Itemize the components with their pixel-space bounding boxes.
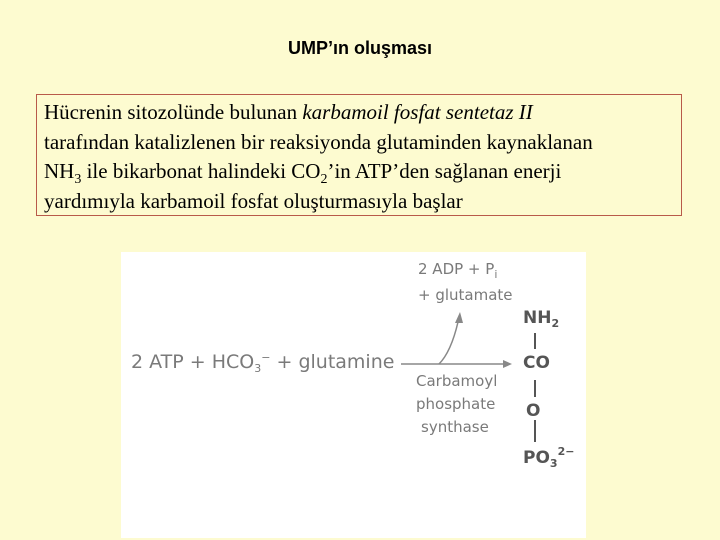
product-o: O (526, 401, 541, 421)
intro-line-3 (44, 157, 681, 187)
intro-line-3-sub2: 2 (320, 172, 328, 187)
byproduct-curved-arrow (439, 322, 458, 364)
intro-line-2: tarafından katalizlenen bir reaksiyonda glutaminden kaynaklanan (44, 129, 593, 154)
product-nh2 (523, 308, 559, 328)
substrates (131, 351, 394, 373)
substrates-hco-sub: 3 (254, 362, 262, 375)
substrates-glutamine: + glutamine (270, 351, 395, 373)
intro-line-4: yardımıyla karbamoil fosfat oluşturmasıyla başlar (44, 188, 463, 213)
byproducts-pi-sub: i (494, 268, 498, 281)
intro-line-3-b: ile bikarbonat halindeki CO (81, 159, 321, 183)
product-po-sub: 3 (549, 457, 558, 470)
enzyme-line-3: synthase (421, 418, 489, 436)
product-co: CO (523, 353, 550, 373)
reaction-arrowhead (503, 360, 512, 368)
byproduct-arrowhead (455, 312, 463, 323)
intro-line-1 (44, 98, 681, 128)
product-po3 (523, 445, 575, 470)
enzyme-name-italic: karbamoil fosfat sentetaz II (302, 100, 533, 124)
intro-text-box (36, 94, 682, 216)
product-nh-text: NH (523, 308, 552, 328)
byproducts-adp-pi: 2 ADP + P (418, 260, 495, 278)
byproducts-line-2: + glutamate (418, 286, 513, 304)
enzyme-line-1: Carbamoyl (416, 372, 498, 390)
reaction-diagram (121, 252, 586, 538)
intro-line-3-c: ’in ATP’den sağlanan enerji (327, 159, 562, 183)
product-nh-sub: 2 (551, 317, 560, 330)
intro-line-1-text: Hücrenin sitozolünde bulunan (44, 100, 303, 124)
enzyme-line-2: phosphate (416, 395, 496, 413)
substrates-hco-sup: − (261, 351, 271, 364)
substrates-atp-hco: 2 ATP + HCO (131, 351, 255, 373)
product-po-sup: 2− (557, 445, 575, 458)
product-po-text: PO (523, 448, 550, 468)
byproducts-line-1 (418, 260, 498, 281)
intro-line-3-a: NH (44, 159, 75, 183)
reaction-arrows (121, 252, 586, 538)
page-title: UMP’ın oluşması (287, 38, 433, 58)
intro-line-3-sub1: 3 (74, 172, 82, 187)
